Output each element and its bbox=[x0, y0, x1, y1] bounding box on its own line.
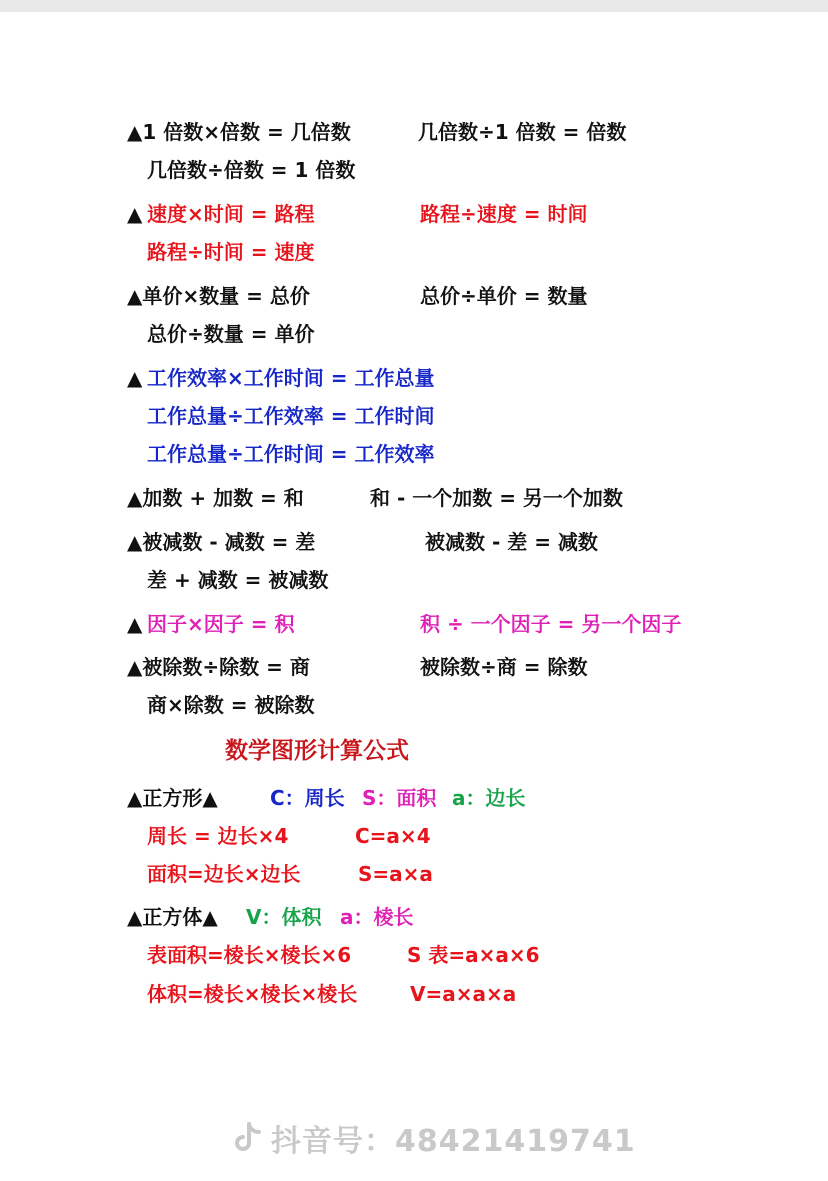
formula-multiple-2: 几倍数÷1 倍数 = 倍数 bbox=[418, 120, 627, 144]
formula-price-3: 总价÷数量 = 单价 bbox=[147, 322, 315, 346]
cube-legend-edge: a：棱长 bbox=[340, 905, 414, 929]
formula-work-3: 工作总量÷工作时间 = 工作效率 bbox=[147, 442, 435, 466]
formula-work-1: 工作效率×工作时间 = 工作总量 bbox=[147, 366, 435, 390]
square-legend-area: S：面积 bbox=[362, 786, 437, 810]
formula-speed-3: 路程÷时间 = 速度 bbox=[147, 240, 315, 264]
bullet-triangle: ▲ bbox=[127, 202, 143, 226]
formula-division-2: 被除数÷商 = 除数 bbox=[420, 655, 588, 679]
formula-speed-1: 速度×时间 = 路程 bbox=[147, 202, 315, 226]
cube-surface-symbols: S 表=a×a×6 bbox=[407, 943, 540, 967]
formula-speed-2: 路程÷速度 = 时间 bbox=[420, 202, 588, 226]
formula-price-1: ▲单价×数量 = 总价 bbox=[127, 284, 310, 308]
formula-work-2: 工作总量÷工作效率 = 工作时间 bbox=[147, 404, 435, 428]
formula-subtraction-2: 被减数 - 差 = 减数 bbox=[425, 530, 598, 554]
cube-volume-words: 体积=棱长×棱长×棱长 bbox=[147, 982, 358, 1006]
square-perimeter-symbols: C=a×4 bbox=[355, 824, 431, 848]
formula-factor-1: 因子×因子 = 积 bbox=[147, 612, 295, 636]
square-area-symbols: S=a×a bbox=[358, 862, 433, 886]
cube-volume-symbols: V=a×a×a bbox=[410, 982, 517, 1006]
formula-subtraction-3: 差 + 减数 = 被减数 bbox=[147, 568, 329, 592]
formula-addition-2: 和 - 一个加数 = 另一个加数 bbox=[370, 486, 623, 510]
square-area-words: 面积=边长×边长 bbox=[147, 862, 301, 886]
formula-factor-2: 积 ÷ 一个因子 = 另一个因子 bbox=[420, 612, 682, 636]
square-legend-perimeter: C：周长 bbox=[270, 786, 345, 810]
bullet-triangle: ▲ bbox=[127, 612, 143, 636]
formula-division-1: ▲被除数÷除数 = 商 bbox=[127, 655, 310, 679]
bullet-triangle: ▲ bbox=[127, 366, 143, 390]
formula-multiple-1: ▲1 倍数×倍数 = 几倍数 bbox=[127, 120, 351, 144]
section-title: 数学图形计算公式 bbox=[225, 738, 409, 764]
formula-multiple-3: 几倍数÷倍数 = 1 倍数 bbox=[147, 158, 356, 182]
formula-division-3: 商×除数 = 被除数 bbox=[147, 693, 315, 717]
formula-addition-1: ▲加数 + 加数 = 和 bbox=[127, 486, 304, 510]
square-heading: ▲正方形▲ bbox=[127, 786, 218, 810]
cube-heading: ▲正方体▲ bbox=[127, 905, 218, 929]
douyin-logo-icon bbox=[233, 1121, 263, 1155]
formula-price-2: 总价÷单价 = 数量 bbox=[420, 284, 588, 308]
cube-surface-words: 表面积=棱长×棱长×6 bbox=[147, 943, 352, 967]
watermark bbox=[233, 1118, 636, 1158]
top-border bbox=[0, 0, 828, 12]
formula-subtraction-1: ▲被减数 - 减数 = 差 bbox=[127, 530, 316, 554]
watermark-text: 抖音号：48421419741 bbox=[271, 1124, 636, 1159]
square-perimeter-words: 周长 = 边长×4 bbox=[147, 824, 289, 848]
square-legend-side: a：边长 bbox=[452, 786, 526, 810]
cube-legend-volume: V：体积 bbox=[246, 905, 322, 929]
